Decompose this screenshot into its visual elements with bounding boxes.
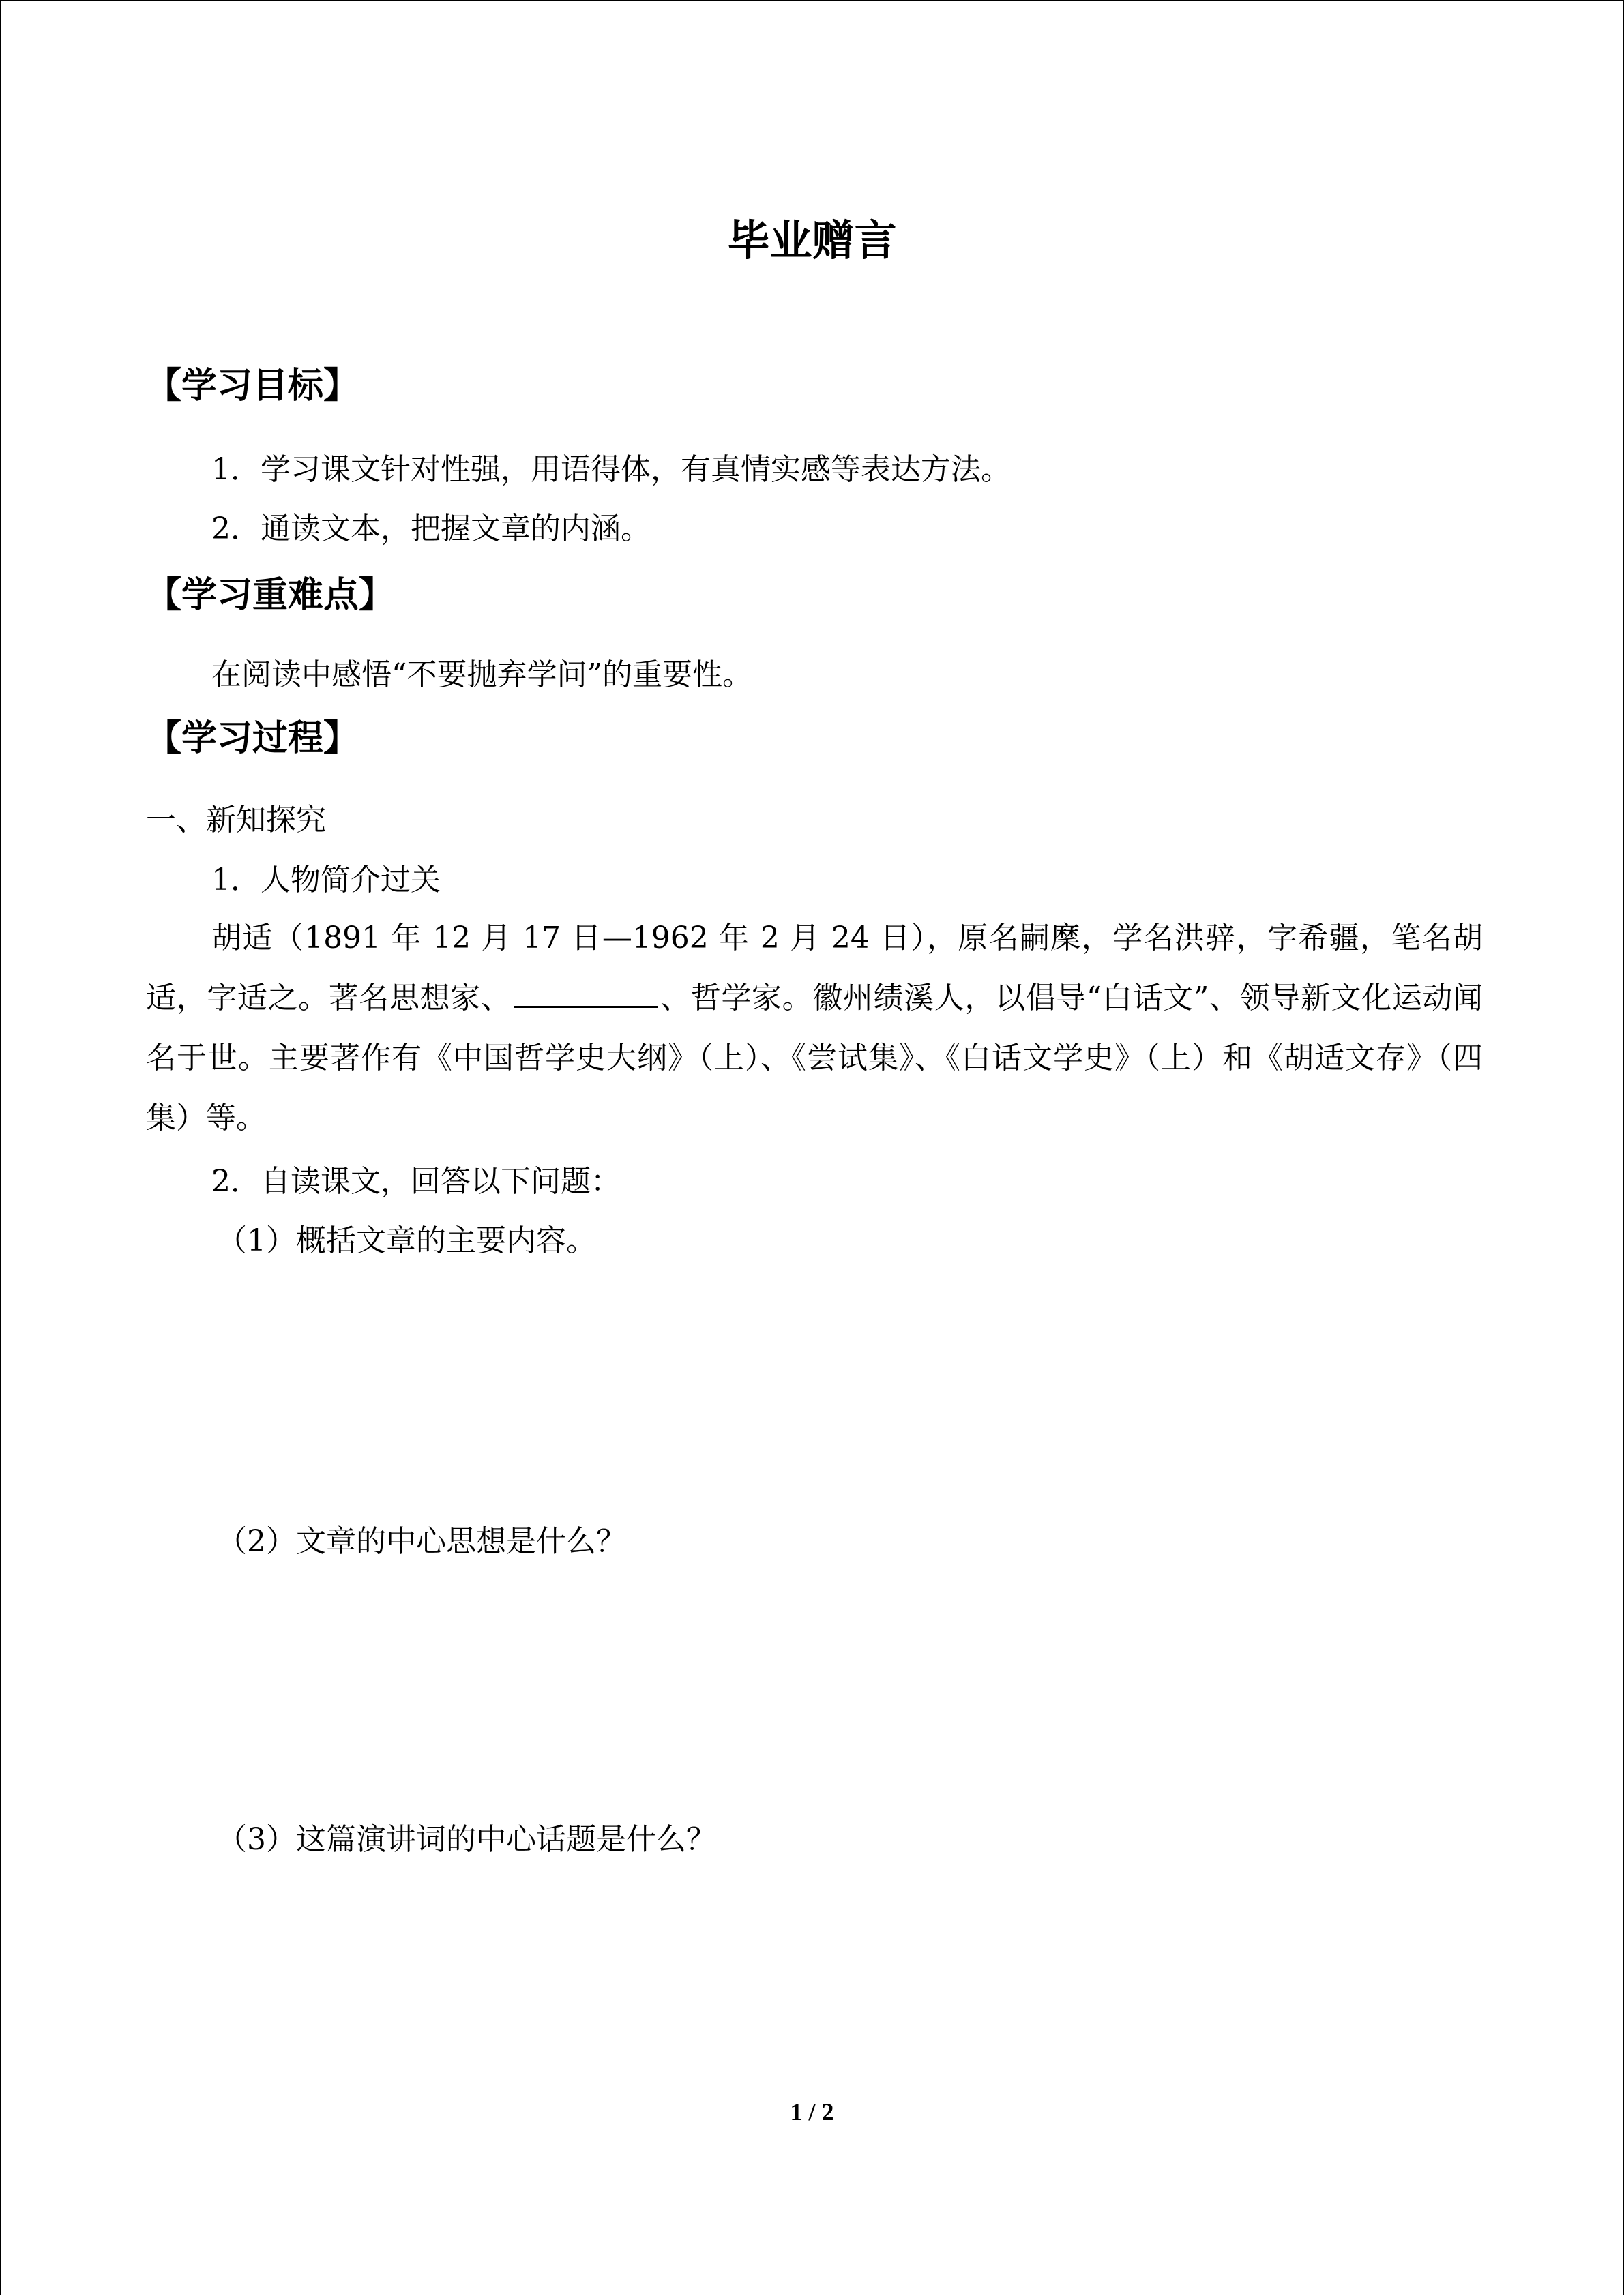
key-points-heading: 【学习重难点】 bbox=[146, 575, 395, 616]
objective-item-2: 2．通读文本，把握文章的内涵。 bbox=[211, 511, 651, 546]
page-number: 1 / 2 bbox=[790, 2098, 834, 2126]
key-points-text: 在阅读中感悟“不要抛弃学问”的重要性。 bbox=[211, 657, 752, 692]
item2-title: 2．自读课文，回答以下问题： bbox=[211, 1164, 621, 1199]
objective-item-1: 1．学习课文针对性强，用语得体，有真情实感等表达方法。 bbox=[211, 452, 1011, 487]
question-2: （2）文章的中心思想是什么？ bbox=[217, 1524, 626, 1559]
biography-text-part2: 、哲学家。徽州绩溪人，以倡导“白话文”、领导新文化运动闻名于世。主要著作有《中国哲学史大纲》（上）、《尝试集》、《白话文学史》（上）和《胡适文存》（四集）等。 bbox=[146, 981, 1483, 1135]
biography-text-part1: 胡适（1891 年 12 月 17 日—1962 年 2 月 24 日），原名嗣穈，学名洪骍，字希疆，笔名胡适，字适之。著名思想家、 bbox=[146, 921, 1483, 1015]
fill-in-blank[interactable] bbox=[514, 976, 658, 1008]
objectives-heading: 【学习目标】 bbox=[146, 366, 359, 406]
item1-title: 1．人物简介过关 bbox=[211, 863, 441, 897]
document-title: 毕业赠言 bbox=[727, 215, 897, 265]
question-1: （1）概括文章的主要内容。 bbox=[217, 1223, 596, 1258]
process-heading: 【学习过程】 bbox=[146, 718, 359, 759]
biography-paragraph bbox=[146, 908, 1483, 1148]
question-3: （3）这篇演讲词的中心话题是什么？ bbox=[217, 1822, 716, 1857]
part1-title: 一、新知探究 bbox=[146, 803, 326, 837]
